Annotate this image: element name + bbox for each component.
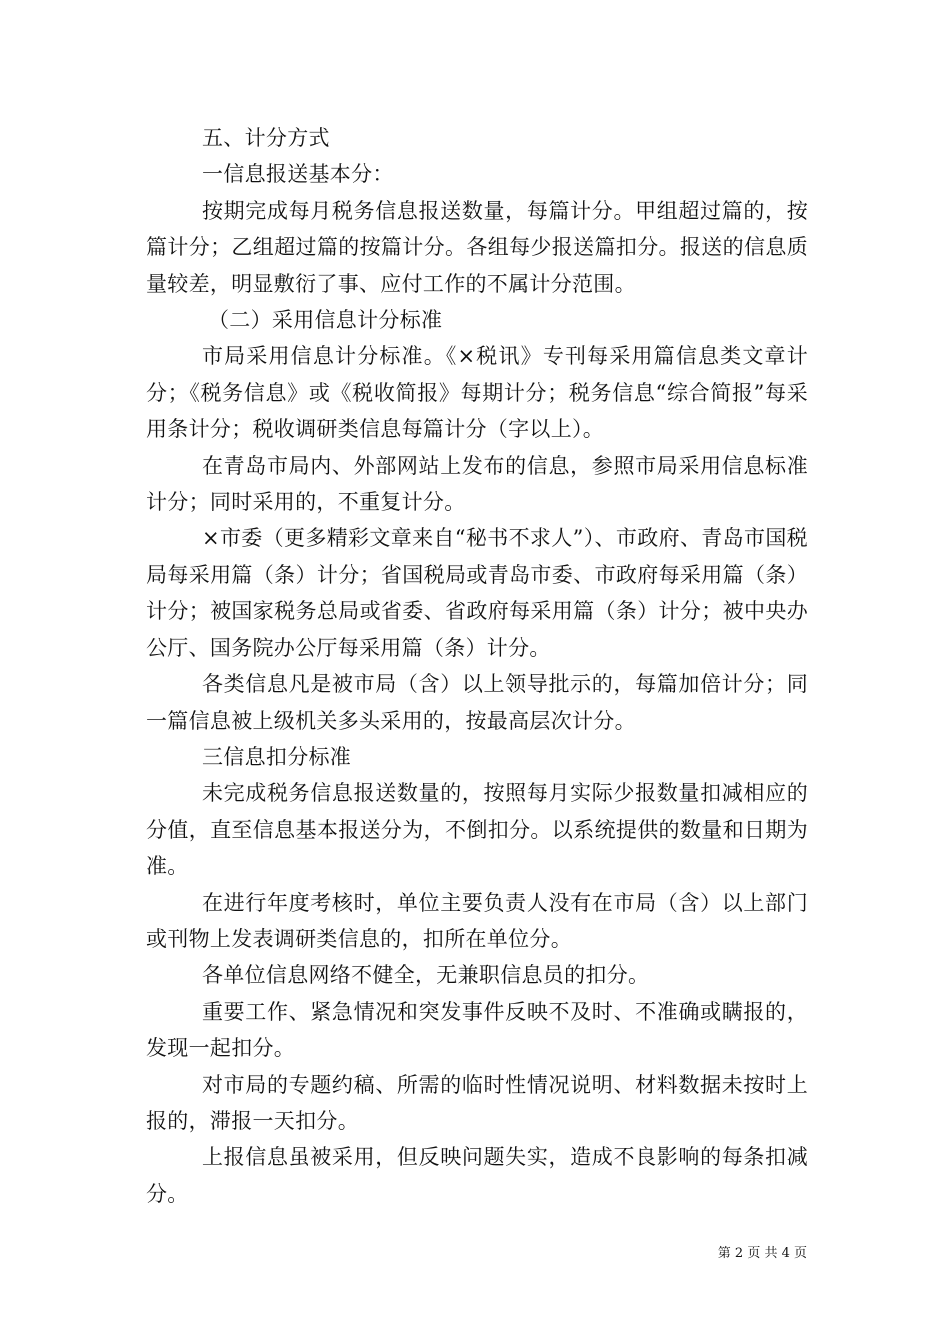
paragraph: 上报信息虽被采用，但反映问题失实，造成不良影响的每条扣减分。 (146, 1145, 808, 1206)
subheading-adoption-standard: （二）采用信息计分标准 (208, 308, 443, 333)
paragraph: 对市局的专题约稿、所需的临时性情况说明、材料数据未按时上报的，滞报一天扣分。 (146, 1072, 808, 1133)
paragraph: 在青岛市局内、外部网站上发布的信息，参照市局采用信息标准计分；同时采用的，不重复计分。 (146, 453, 808, 515)
paragraph: 各类信息凡是被市局（含）以上领导批示的，每篇加倍计分；同一篇信息被上级机关多头采用的，按最高层次计分。 (146, 672, 808, 733)
subheading-deduction-standard: 三信息扣分标准 (202, 744, 352, 769)
paragraph: 各单位信息网络不健全，无兼职信息员的扣分。 (202, 963, 650, 988)
paragraph: 在进行年度考核时，单位主要负责人没有在市局（含）以上部门或刊物上发表调研类信息的，扣所在单位分。 (146, 890, 808, 951)
paragraph: ×市委（更多精彩文章来自“秘书不求人”）、市政府、青岛市国税局每采用篇（条）计分；省国税局或青岛市委、市政府每采用篇（条）计分；被国家税务总局或省委、省政府每采用篇（条）计分；被中央办公厅、国务院办公厅每采用篇（条）计分。 (146, 526, 808, 660)
page-number-footer: 第 2 页 共 4 页 (717, 1246, 807, 1261)
paragraph: 按期完成每月税务信息报送数量，每篇计分。甲组超过篇的，按篇计分；乙组超过篇的按篇计分。各组每少报送篇扣分。报送的信息质量较差，明显敷衍了事、应付工作的不属计分范围。 (146, 198, 808, 296)
section-heading-scoring-method: 五、计分方式 (202, 126, 330, 150)
document-body (146, 120, 808, 1212)
paragraph: 未完成税务信息报送数量的，按照每月实际少报数量扣减相应的分值，直至信息基本报送分为，不倒扣分。以系统提供的数量和日期为准。 (146, 781, 808, 879)
subheading-basic-score: 一信息报送基本分： (202, 162, 394, 187)
paragraph: 市局采用信息计分标准。《×税讯》专刊每采用篇信息类文章计分；《税务信息》或《税收简报》每期计分；税务信息“综合简报”每采用条计分；税收调研类信息每篇计分（字以上）。 (146, 344, 808, 442)
paragraph: 重要工作、紧急情况和突发事件反映不及时、不准确或瞒报的，发现一起扣分。 (146, 999, 808, 1061)
